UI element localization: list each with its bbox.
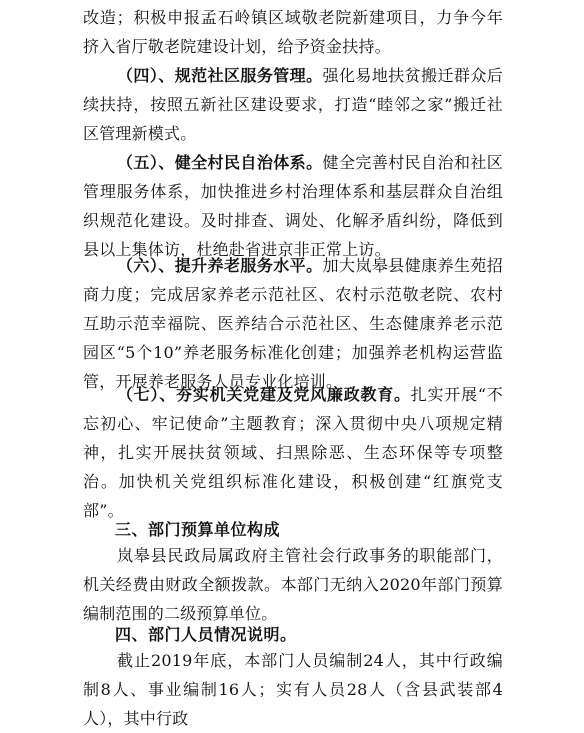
paragraph-community-service bbox=[83, 61, 503, 148]
paragraph-text: 改造；积极申报孟石岭镇区域敬老院新建项目，力争今年挤入省厅敬老院建设计划，给予资金扶持。 bbox=[83, 8, 503, 56]
heading-staff: 四、部门人员情况说明。 bbox=[115, 625, 297, 644]
section-title-community: （四）、规范社区服务管理。 bbox=[117, 66, 323, 85]
paragraph-text: 岚皋县民政局属政府主管社会行政事务的职能部门，机关经费由财政全额拨款。本部门无纳入2020年部门预算编制范围的二级预算单位。 bbox=[83, 546, 503, 623]
paragraph-party-building bbox=[83, 380, 503, 525]
paragraph-text: 加大岚皋县健康养生苑招商力度；完成居家养老示范社区、农村示范敬老院、农村互助示范幸福院、医养结合示范社区、生态健康养老示范园区“5个10”养老服务标准化创建；加强养老机构运营监管，开展养老服务人员专业化培训。 bbox=[83, 256, 504, 391]
section-title-elderly-care: （六）、提升养老服务水平。 bbox=[117, 256, 323, 275]
paragraph-text: 截止2019年底，本部门人员编制24人，其中行政编制8人、事业编制16人；实有人员28人（含县武装部4人），其中行政 bbox=[83, 651, 503, 728]
paragraph-staff bbox=[83, 646, 503, 733]
paragraph-elderly-home bbox=[83, 3, 503, 61]
paragraph-villager-autonomy bbox=[83, 148, 503, 264]
paragraph-elderly-care bbox=[83, 251, 503, 396]
heading-budget-units: 三、部门预算单位构成 bbox=[115, 520, 281, 539]
section-title-party: （七）、夯实机关党建及党风廉政教育。 bbox=[117, 385, 411, 404]
paragraph-text: 健全完善村民自治和社区管理服务体系，加快推进乡村治理体系和基层群众自治组织规范化建设。及时排查、调处、化解矛盾纠纷，降低到县以上集体访，杜绝赴省进京非正常上访。 bbox=[83, 153, 504, 259]
paragraph-text: 扎实开展“不忘初心、牢记使命”主题教育；深入贯彻中央八项规定精神，扎实开展扶贫领域、扫黑除恶、生态环保等专项整治。加快机关党组织标准化建设，积极创建“红旗党支部”。 bbox=[83, 385, 503, 520]
paragraph-text: 强化易地扶贫搬迁群众后续扶持，按照五新社区建设要求，打造“睦邻之家”搬迁社区管理新模式。 bbox=[83, 66, 504, 143]
paragraph-budget-units bbox=[83, 541, 503, 628]
section-title-autonomy: （五）、健全村民自治体系。 bbox=[117, 153, 323, 172]
